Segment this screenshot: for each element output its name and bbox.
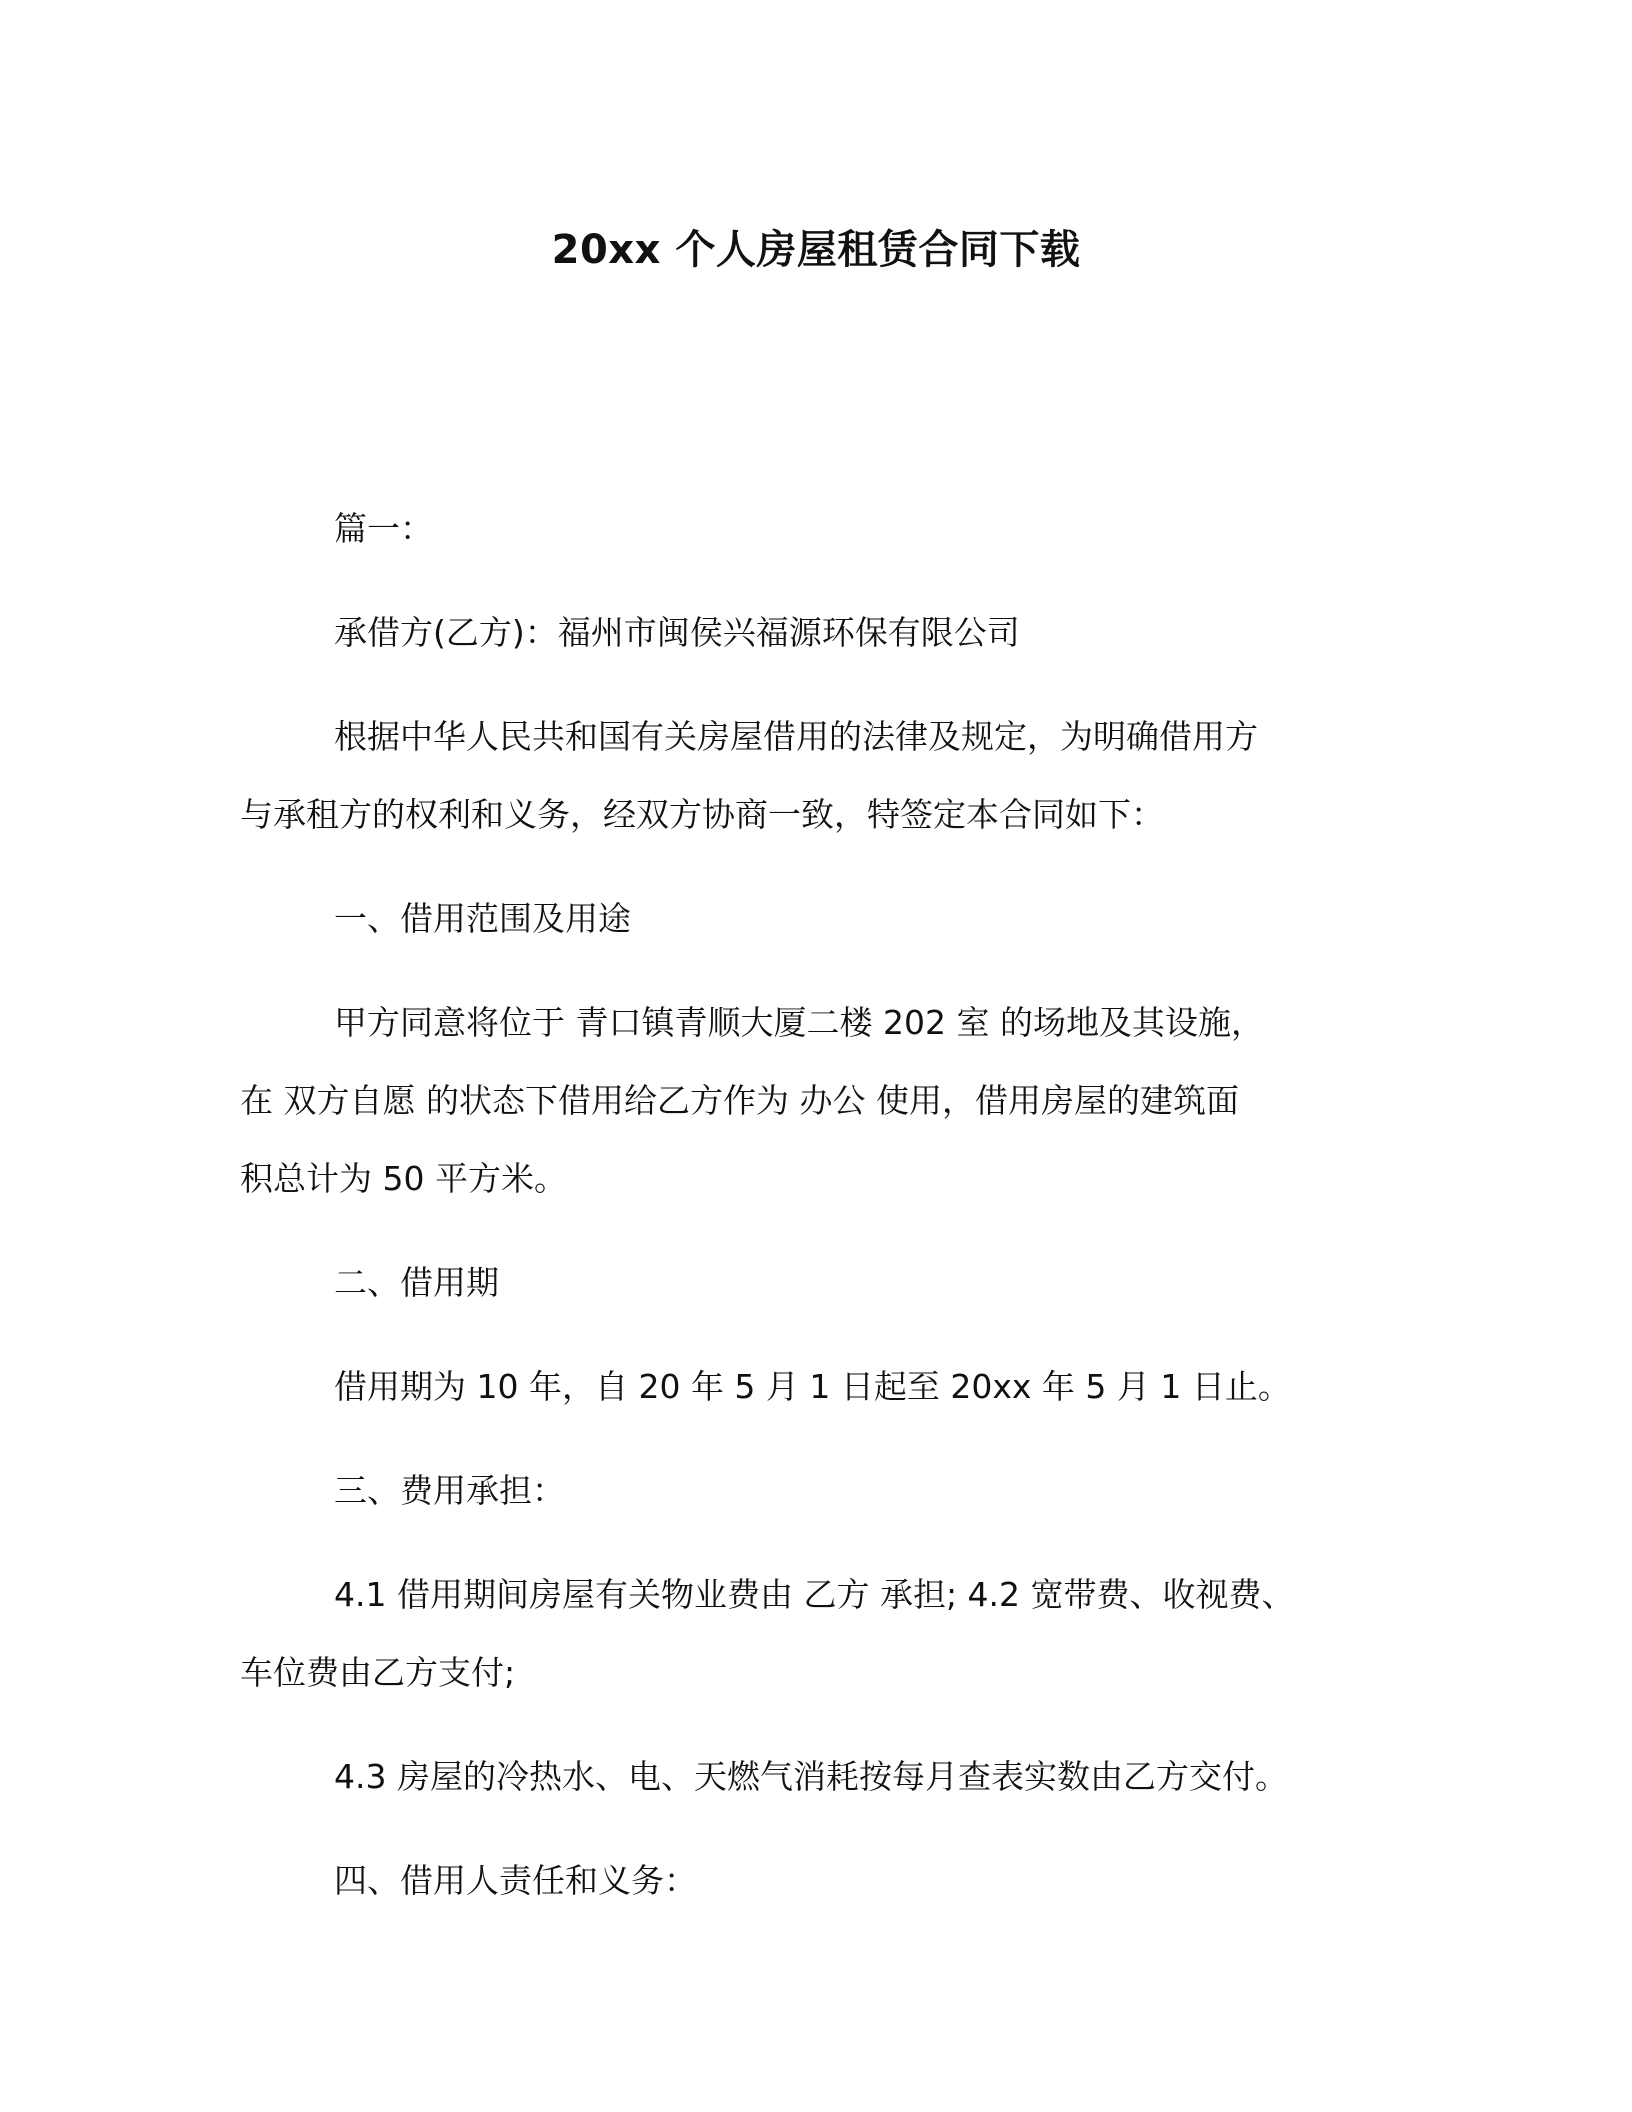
clause-3a-paragraph: [240, 1556, 1390, 1712]
text-line: 四、借用人责任和义务：: [334, 1861, 697, 1900]
section-label: [240, 490, 1390, 568]
text-line: 承借方(乙方)：福州市闽侯兴福源环保有限公司: [334, 613, 1020, 652]
clause-3b-paragraph: [240, 1738, 1390, 1816]
text-line: 三、费用承担：: [334, 1471, 565, 1510]
text-line: 积总计为 50 平方米。: [240, 1159, 567, 1198]
text-line: 一、借用范围及用途: [334, 899, 631, 938]
section-heading-1: [240, 880, 1390, 958]
clause-1-paragraph: [240, 984, 1390, 1218]
text-line: 车位费由乙方支付;: [240, 1653, 516, 1692]
clause-2-paragraph: [240, 1348, 1390, 1426]
text-line: 在 双方自愿 的状态下借用给乙方作为 办公 使用，借用房屋的建筑面: [240, 1081, 1239, 1120]
text-line: 4.3 房屋的冷热水、电、天燃气消耗按每月查表实数由乙方交付。: [334, 1757, 1288, 1796]
text-line: 与承租方的权利和义务，经双方协商一致，特签定本合同如下：: [240, 795, 1164, 834]
section-heading-2: [240, 1244, 1390, 1322]
text-line: 根据中华人民共和国有关房屋借用的法律及规定，为明确借用方: [334, 717, 1258, 756]
text-line: 甲方同意将位于 青口镇青顺大厦二楼 202 室 的场地及其设施，: [334, 1003, 1264, 1042]
section-heading-3: [240, 1452, 1390, 1530]
document-title: 20xx 个人房屋租赁合同下载: [551, 227, 1081, 273]
text-line: 借用期为 10 年，自 20 年 5 月 1 日起至 20xx 年 5 月 1 日止。: [334, 1367, 1291, 1406]
text-line: 篇一：: [334, 509, 433, 548]
text-line: 4.1 借用期间房屋有关物业费由 乙方 承担; 4.2 宽带费、收视费、: [334, 1575, 1295, 1614]
document-body: [240, 490, 1390, 1946]
section-heading-4: [240, 1842, 1390, 1920]
text-line: 二、借用期: [334, 1263, 499, 1302]
preamble-paragraph: [240, 698, 1390, 854]
borrower-line: [240, 594, 1390, 672]
